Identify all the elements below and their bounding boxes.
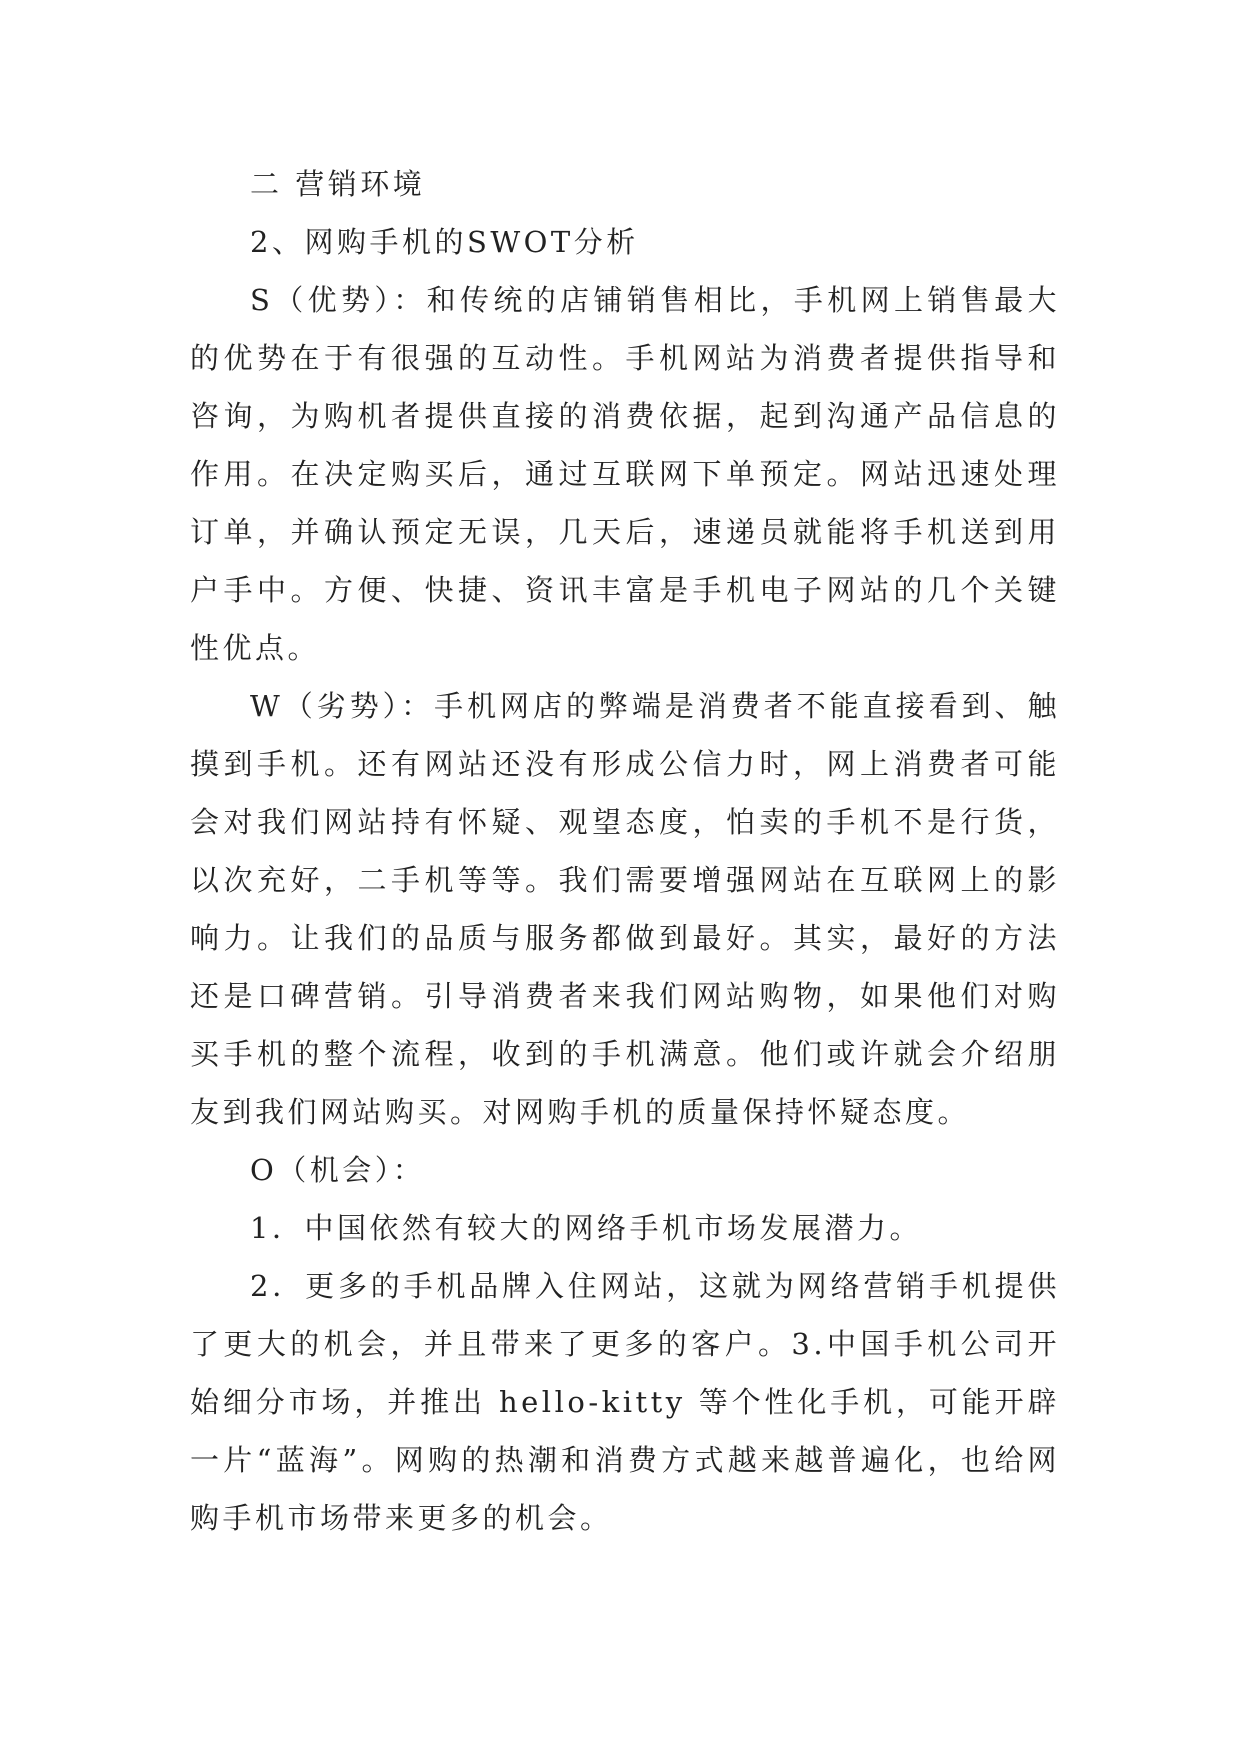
opportunity-item-2: 2．更多的手机品牌入住网站，这就为网络营销手机提供了更大的机会，并且带来了更多的客户。3.中国手机公司开始细分市场，并推出 hello-kitty 等个性化手机，可能开辟一片“蓝海”。网购的热潮和消费方式越来越普遍化，也给网购手机市场带来更多的机会。 (190, 1269, 1060, 1535)
weaknesses-paragraph: W（劣势）：手机网店的弊端是消费者不能直接看到、触摸到手机。还有网站还没有形成公信力时，网上消费者可能会对我们网站持有怀疑、观望态度，怕卖的手机不是行货，以次充好，二手机等等。我们需要增强网站在互联网上的影响力。让我们的品质与服务都做到最好。其实，最好的方法还是口碑营销。引导消费者来我们网站购物，如果他们对购买手机的整个流程，收到的手机满意。他们或许就会介绍朋友到我们网站购买。对网购手机的质量保持怀疑态度。 (190, 689, 1060, 1129)
opportunities-heading: O（机会）： (250, 1153, 426, 1187)
subsection-heading: 2、网购手机的SWOT分析 (250, 225, 639, 259)
document-body (190, 155, 1060, 1547)
strengths-paragraph: S（优势）：和传统的店铺销售相比，手机网上销售最大的优势在于有很强的互动性。手机网站为消费者提供指导和咨询，为购机者提供直接的消费依据，起到沟通产品信息的作用。在决定购买后，通过互联网下单预定。网站迅速处理订单，并确认预定无误，几天后，速递员就能将手机送到用户手中。方便、快捷、资讯丰富是手机电子网站的几个关键性优点。 (190, 283, 1060, 665)
opportunity-item-1: 1．中国依然有较大的网络手机市场发展潜力。 (250, 1211, 922, 1245)
section-heading: 二 营销环境 (250, 167, 426, 201)
